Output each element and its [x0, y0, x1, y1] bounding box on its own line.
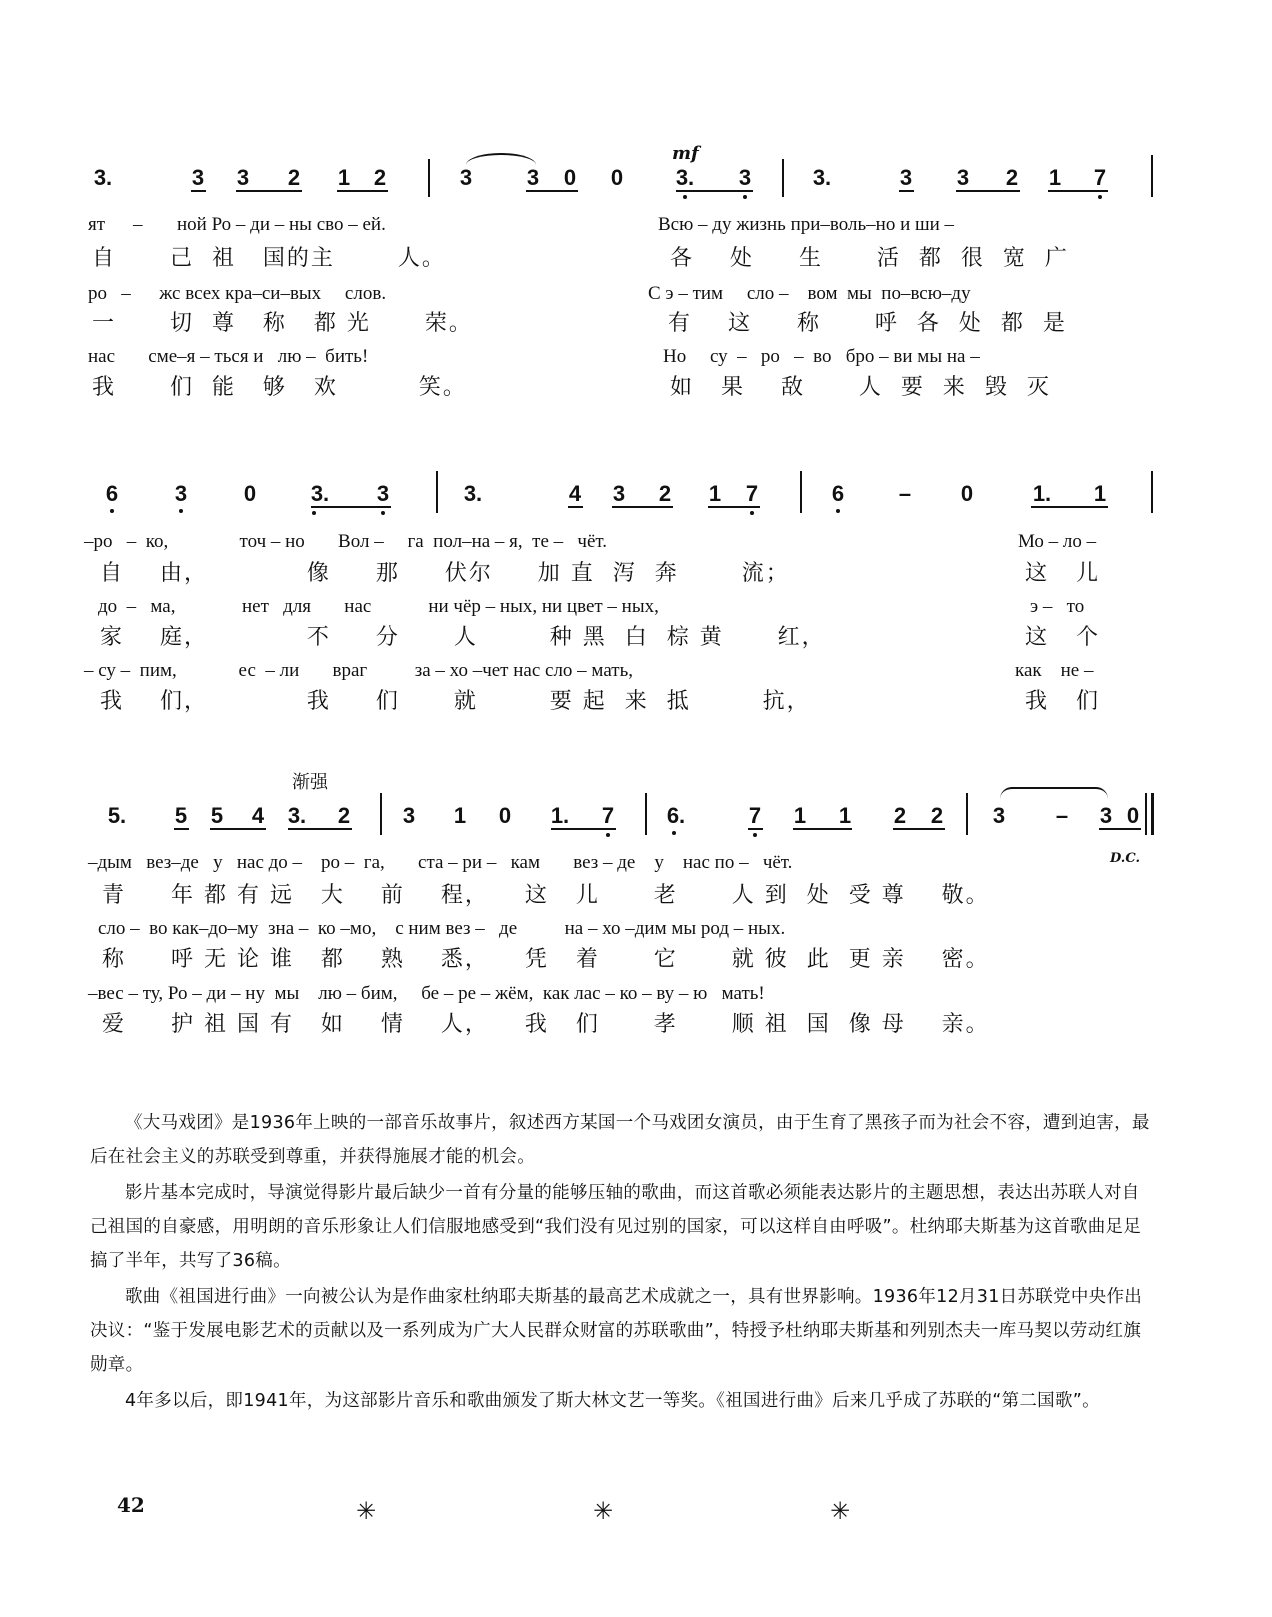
note: 3: [899, 165, 913, 190]
note: 4: [568, 481, 582, 506]
note: 6: [831, 481, 845, 506]
underline-beam: [210, 828, 266, 830]
note: 7: [601, 803, 615, 828]
barline: [428, 159, 430, 197]
note: 0: [243, 481, 257, 506]
underline-beam: [893, 828, 945, 830]
note: 1: [708, 481, 722, 506]
note: 4: [251, 803, 265, 828]
note: 3.: [310, 481, 330, 506]
note: 3: [956, 165, 970, 190]
note: 3.: [675, 165, 695, 190]
note: 3.: [93, 165, 113, 190]
barline: [782, 159, 784, 197]
note: 2: [658, 481, 672, 506]
note: 1: [838, 803, 852, 828]
underline-beam: [1031, 506, 1108, 508]
lyric-line-ru: –вес – ту, Ро – ди – ну мы лю – бим, бе – ре – жём, как лас – ко – ву – ю мать!: [88, 983, 765, 1004]
underline-beam: [311, 506, 391, 508]
note: 3.: [463, 481, 483, 506]
underline-beam: [899, 190, 914, 192]
note: 0: [1126, 803, 1140, 828]
note: 0: [498, 803, 512, 828]
note: –: [1055, 803, 1069, 828]
lyric-line-zh: 家 庭， 不 分 人 种 黑 白 棕 黄 红， 这 个: [100, 625, 1100, 650]
note: 3: [459, 165, 473, 190]
barline: [966, 793, 968, 835]
underline-beam: [793, 828, 852, 830]
octave-dot: [179, 509, 183, 513]
note: 5.: [107, 803, 127, 828]
octave-dot: [606, 833, 610, 837]
underline-beam: [956, 190, 1020, 192]
lyric-line-ru: нас сме–я – ться и лю – бить! Но су – ро – во бро – ви мы на –: [88, 346, 980, 367]
note: 3: [174, 481, 188, 506]
note: 3: [738, 165, 752, 190]
barline: [436, 471, 438, 513]
lyric-line-ru: ят – ной Ро – ди – ны сво – ей. Всю – ду жизнь при–воль–но и ши –: [88, 214, 955, 235]
lyric-line-zh: 青 年 都 有 远 大 前 程， 这 儿 老 人 到 处 受 尊 敬。: [102, 883, 990, 908]
underline-beam: [676, 190, 753, 192]
note: 7: [745, 481, 759, 506]
note: 1.: [550, 803, 570, 828]
underline-beam: [236, 190, 302, 192]
note: 3: [612, 481, 626, 506]
tie-slur: [466, 153, 536, 165]
note: 2: [930, 803, 944, 828]
note: 3: [1099, 803, 1113, 828]
lyric-line-ru: –дым вез–де у нас до – ро – га, ста – ри – кам вез – де у нас по – чёт.: [88, 852, 793, 873]
note: 7: [748, 803, 762, 828]
note: 1: [1093, 481, 1107, 506]
note: 1.: [1032, 481, 1052, 506]
note: 0: [563, 165, 577, 190]
star-ornament-icon: ✳: [593, 1497, 614, 1525]
note: 5: [174, 803, 188, 828]
octave-dot: [312, 511, 316, 515]
underline-beam: [551, 828, 616, 830]
note: 6.: [666, 803, 686, 828]
note: 1: [337, 165, 351, 190]
underline-beam: [337, 190, 388, 192]
barline: [645, 793, 647, 835]
underline-beam: [1099, 828, 1141, 830]
paragraph: 歌曲《祖国进行曲》一向被公认为是作曲家杜纳耶夫斯基的最高艺术成就之一，具有世界影响。1936年12月31日苏联党中央作出决议：“鉴于发展电影艺术的贡献以及一系列成为广大人民群众财富的苏联歌曲”，特授予杜纳耶夫斯基和列别杰夫一库马契以劳动红旗勋章。: [90, 1287, 1143, 1375]
star-ornament-icon: ✳: [830, 1497, 851, 1525]
note: 2: [373, 165, 387, 190]
lyric-line-zh: 我 们， 我 们 就 要 起 来 抵 抗， 我 们: [100, 689, 1100, 714]
underline-beam: [1048, 190, 1108, 192]
lyric-line-zh: 我 们 能 够 欢 笑。 如 果 敌 人 要 来 毁 灭: [92, 375, 1051, 400]
lyric-line-ru: – су – пим, ес – ли враг за – хо –чет нас сло – мать, как не –: [84, 660, 1094, 681]
note: 1: [793, 803, 807, 828]
octave-dot: [110, 509, 114, 513]
dynamic-marking-mf: mf: [672, 143, 699, 164]
lyric-line-zh: 一 切 尊 称 都 光 荣。 有 这 称 呼 各 处 都 是: [92, 311, 1067, 336]
underline-beam: [191, 190, 206, 192]
lyric-line-ru: –ро – ко, точ – но Вол – га пол–на – я, те – чёт. Мо – ло –: [84, 531, 1097, 552]
lyric-line-ru: сло – во как–до–му зна – ко –мо, с ним вез – де на – хо –дим мы род – ных.: [98, 918, 786, 939]
paragraph: 《大马戏团》是1936年上映的一部音乐故事片，叙述西方某国一个马戏团女演员，由于生育了黑孩子而为社会不容，遭到迫害，最后在社会主义的苏联受到尊重，并获得施展才能的机会。: [90, 1113, 1150, 1167]
note: 3: [376, 481, 390, 506]
star-ornament-icon: ✳: [356, 1497, 377, 1525]
barline: [1151, 155, 1153, 197]
octave-dot: [750, 511, 754, 515]
paragraph: 4年多以后，即1941年，为这部影片音乐和歌曲颁发了斯大林文艺一等奖。《祖国进行曲》后来几乎成了苏联的“第二国歌”。: [125, 1391, 1100, 1411]
note: 3: [236, 165, 250, 190]
note: 2: [893, 803, 907, 828]
note: 3: [992, 803, 1006, 828]
final-barline: [1151, 793, 1154, 835]
note: 3: [191, 165, 205, 190]
barline: [800, 471, 802, 513]
octave-dot: [743, 195, 747, 199]
underline-beam: [526, 190, 578, 192]
underline-beam: [612, 506, 673, 508]
octave-dot: [672, 831, 676, 835]
note: 2: [287, 165, 301, 190]
lyric-line-zh: 称 呼 无 论 谁 都 熟 悉， 凭 着 它 就 彼 此 更 亲 密。: [102, 947, 990, 972]
da-capo-marking: D.C.: [1110, 851, 1140, 866]
barline: [380, 793, 382, 835]
note: 1: [453, 803, 467, 828]
octave-dot: [753, 833, 757, 837]
note: 6: [105, 481, 119, 506]
lyric-line-ru: ро – жс всех кра–си–вых слов. С э – тим сло – вом мы по–всю–ду: [88, 283, 971, 304]
note: 5: [210, 803, 224, 828]
underline-beam: [748, 828, 763, 830]
octave-dot: [836, 509, 840, 513]
crescendo-annotation: 渐强: [292, 772, 328, 793]
tie-slur: [1000, 787, 1108, 799]
final-barline: [1145, 793, 1147, 835]
note: 0: [610, 165, 624, 190]
score-system-2: [0, 481, 1272, 531]
lyric-line-zh: 自 由， 像 那 伏尔 加 直 泻 奔 流； 这 儿: [100, 561, 1100, 586]
barline: [1151, 471, 1153, 513]
note: 1: [1048, 165, 1062, 190]
octave-dot: [683, 195, 687, 199]
note: 3.: [812, 165, 832, 190]
underline-beam: [568, 506, 583, 508]
note: 0: [960, 481, 974, 506]
underline-beam: [708, 506, 760, 508]
octave-dot: [381, 511, 385, 515]
note: –: [898, 481, 912, 506]
note: 2: [1005, 165, 1019, 190]
underline-beam: [174, 828, 189, 830]
score-system-3: [0, 803, 1272, 853]
article-body: [90, 1106, 1150, 1420]
lyric-line-ru: до – ма, нет для нас ни чёр – ных, ни цвет – ных, э – то: [98, 596, 1085, 617]
note: 3: [402, 803, 416, 828]
lyric-line-zh: 自 己 祖 国的主 人。 各 处 生 活 都 很 宽 广: [92, 246, 1069, 271]
note: 7: [1093, 165, 1107, 190]
paragraph: 影片基本完成时，导演觉得影片最后缺少一首有分量的能够压轴的歌曲，而这首歌必须能表达影片的主题思想，表达出苏联人对自己祖国的自豪感，用明朗的音乐形象让人们信服地感受到“我们没有见过别的国家，可以这样自由呼吸”。杜纳耶夫斯基为这首歌曲足足搞了半年，共写了36稿。: [90, 1183, 1142, 1271]
score-system-1: [0, 143, 1272, 215]
note: 3: [526, 165, 540, 190]
underline-beam: [288, 828, 352, 830]
page-number: 42: [117, 1493, 145, 1517]
note: 2: [337, 803, 351, 828]
lyric-line-zh: 爱 护 祖 国 有 如 情 人， 我 们 孝 顺 祖 国 像 母 亲。: [102, 1012, 990, 1037]
note: 3.: [287, 803, 307, 828]
octave-dot: [1098, 195, 1102, 199]
